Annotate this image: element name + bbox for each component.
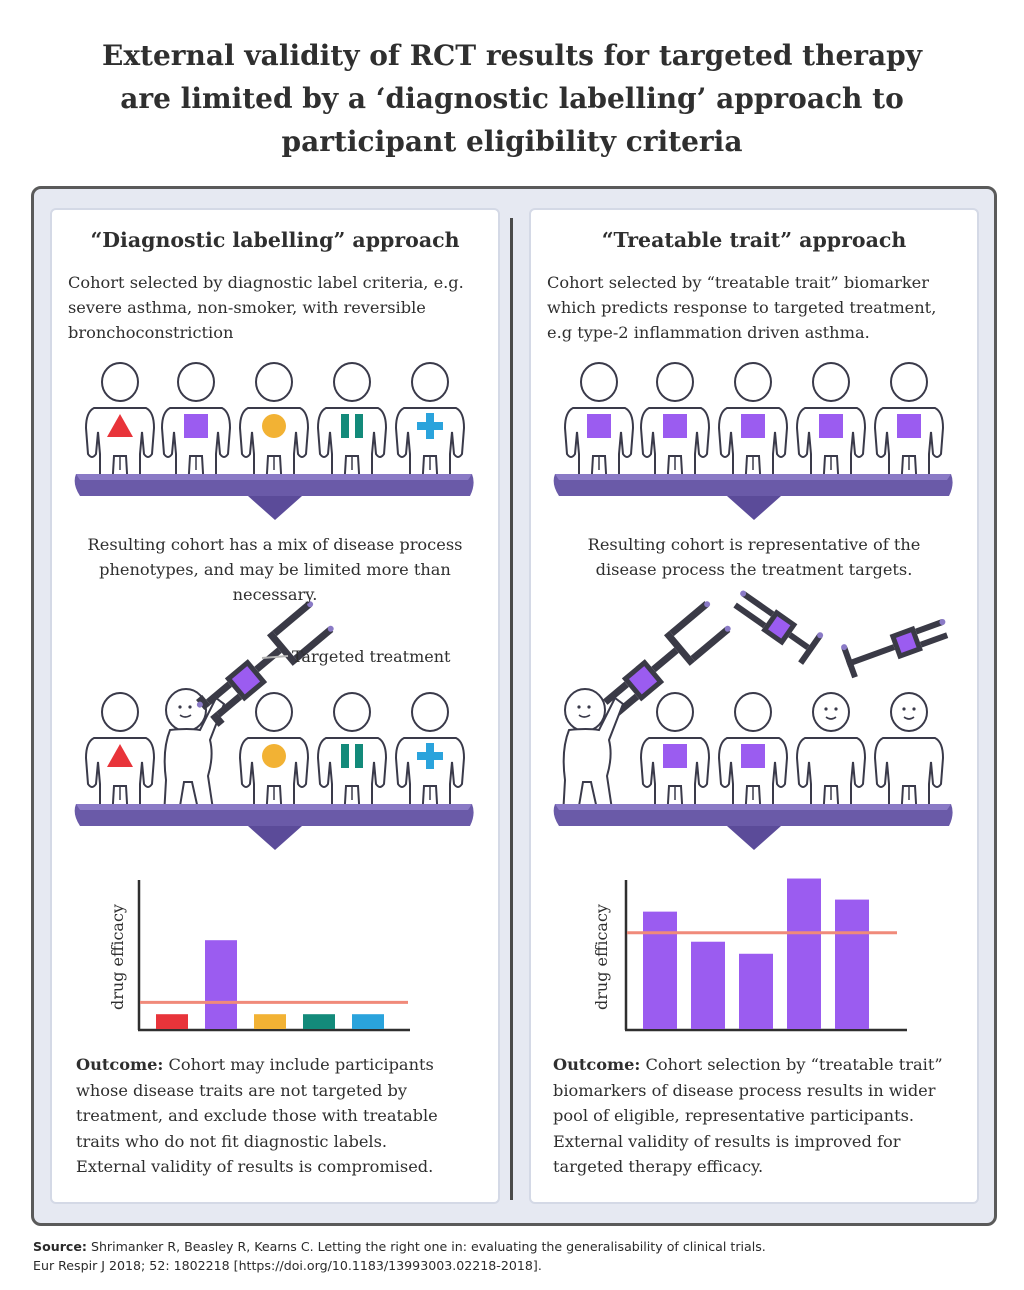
right-desc-line: e.g type-2 inflammation driven asthma. (547, 323, 870, 342)
person-figure (641, 693, 709, 820)
page-title (60, 34, 964, 163)
targeted-treatment-drug (727, 581, 824, 665)
square-trait-icon (741, 414, 765, 438)
diagnostic-labelling-panel (50, 208, 500, 1204)
left-desc-line: bronchoconstriction (68, 323, 234, 342)
left-cohort-row-1 (86, 363, 464, 490)
source-label: Source: (33, 1239, 87, 1254)
outcome-text: traits who do not fit diagnostic labels. (76, 1131, 388, 1151)
left-cohort-row-2 (86, 693, 464, 820)
left-desc-line: Cohort selected by diagnostic label criteria, e.g. (68, 273, 464, 292)
chart-bar (156, 1014, 188, 1029)
outcome-text: External validity of results is compromised. (76, 1157, 434, 1176)
title-line-1: External validity of RCT results for targeted therapy (101, 39, 922, 72)
chart-bar (739, 954, 773, 1029)
person-figure (797, 693, 865, 820)
source-text: Shrimanker R, Beasley R, Kearns C. Letting the right one in: evaluating the generalisability of clinical trials. (86, 1239, 766, 1254)
outcome-text: Cohort selection by “treatable trait” (640, 1055, 943, 1074)
right-cohort-row-2 (641, 693, 943, 820)
chart-bar (205, 940, 237, 1029)
circle-trait-icon (262, 744, 286, 768)
source-citation (33, 1237, 993, 1275)
chart-bar (643, 912, 677, 1029)
treatment-pointer (262, 656, 288, 658)
platform (554, 804, 953, 850)
person-figure (875, 363, 943, 490)
outcome-label: Outcome: (553, 1055, 641, 1074)
left-result-line: phenotypes, and may be limited more than (99, 560, 451, 579)
person-figure (318, 363, 386, 490)
left-heading: “Diagnostic labelling” approach (90, 228, 460, 252)
outcome-text: biomarkers of disease process results in wider (553, 1080, 936, 1100)
square-trait-icon (663, 744, 687, 768)
right-desc-line: which predicts response to targeted treatment, (547, 298, 937, 317)
cured-person-figure (563, 689, 623, 818)
panel-divider (510, 218, 513, 1200)
targeted-treatment-drug (840, 609, 953, 678)
chart-bar (303, 1014, 335, 1029)
right-desc-line: Cohort selected by “treatable trait” biomarker (547, 273, 929, 292)
chart-bar (691, 942, 725, 1029)
left-desc-line: severe asthma, non-smoker, with reversible (68, 298, 426, 317)
chart-y-axis-label: drug efficacy (592, 904, 611, 1010)
right-heading: “Treatable trait” approach (601, 228, 907, 252)
square-trait-icon (819, 414, 843, 438)
square-trait-icon (897, 414, 921, 438)
person-figure (86, 693, 154, 820)
person-figure (797, 363, 865, 490)
outcome-text: whose disease traits are not targeted by (76, 1080, 408, 1100)
left-outcome (76, 1052, 486, 1180)
right-result-line: disease process the treatment targets. (595, 560, 913, 579)
person-figure (719, 363, 787, 490)
outcome-text: targeted therapy efficacy. (553, 1157, 764, 1176)
outcome-label: Outcome: (76, 1055, 164, 1074)
title-line-2: are limited by a ‘diagnostic labelling’ approach to (120, 82, 904, 115)
person-figure (240, 363, 308, 490)
treatment-label: Targeted treatment (292, 647, 451, 666)
chart-bar (352, 1014, 384, 1029)
treatable-trait-panel (529, 208, 979, 1204)
square-trait-icon (587, 414, 611, 438)
cured-person-figure (164, 689, 224, 818)
person-figure (565, 363, 633, 490)
square-trait-icon (184, 414, 208, 438)
person-figure (318, 693, 386, 820)
outcome-text: pool of eligible, representative participants. (553, 1106, 915, 1125)
square-trait-icon (741, 744, 765, 768)
person-figure (240, 693, 308, 820)
left-efficacy-chart (108, 880, 410, 1030)
left-result-line: Resulting cohort has a mix of disease process (87, 535, 463, 554)
outcome-text: treatment, and exclude those with treatable (76, 1106, 438, 1125)
square-trait-icon (663, 414, 687, 438)
left-result-text (52, 532, 498, 607)
chart-bar (787, 879, 821, 1029)
outcome-text: Cohort may include participants (163, 1055, 434, 1074)
source-text: Eur Respir J 2018; 52: 1802218 [https://doi.org/10.1183/13993003.02218-2018]. (33, 1258, 542, 1273)
chart-bar (254, 1014, 286, 1029)
platform (554, 474, 953, 520)
platform (75, 804, 474, 850)
platform (75, 474, 474, 520)
right-cohort-row-1 (565, 363, 943, 490)
circle-trait-icon (262, 414, 286, 438)
right-result-text (531, 532, 977, 582)
person-figure (162, 363, 230, 490)
person-figure (86, 363, 154, 490)
right-efficacy-chart (592, 879, 907, 1030)
outcome-text: External validity of results is improved for (553, 1131, 901, 1151)
person-figure (719, 693, 787, 820)
person-figure (641, 363, 709, 490)
person-figure (396, 693, 464, 820)
right-result-line: Resulting cohort is representative of the (587, 535, 921, 554)
chart-bar (835, 900, 869, 1029)
person-figure (396, 363, 464, 490)
left-result-line: necessary. (232, 585, 318, 604)
right-outcome (553, 1052, 963, 1180)
title-line-3: participant eligibility criteria (281, 125, 743, 158)
person-figure (875, 693, 943, 820)
chart-y-axis-label: drug efficacy (108, 904, 127, 1010)
